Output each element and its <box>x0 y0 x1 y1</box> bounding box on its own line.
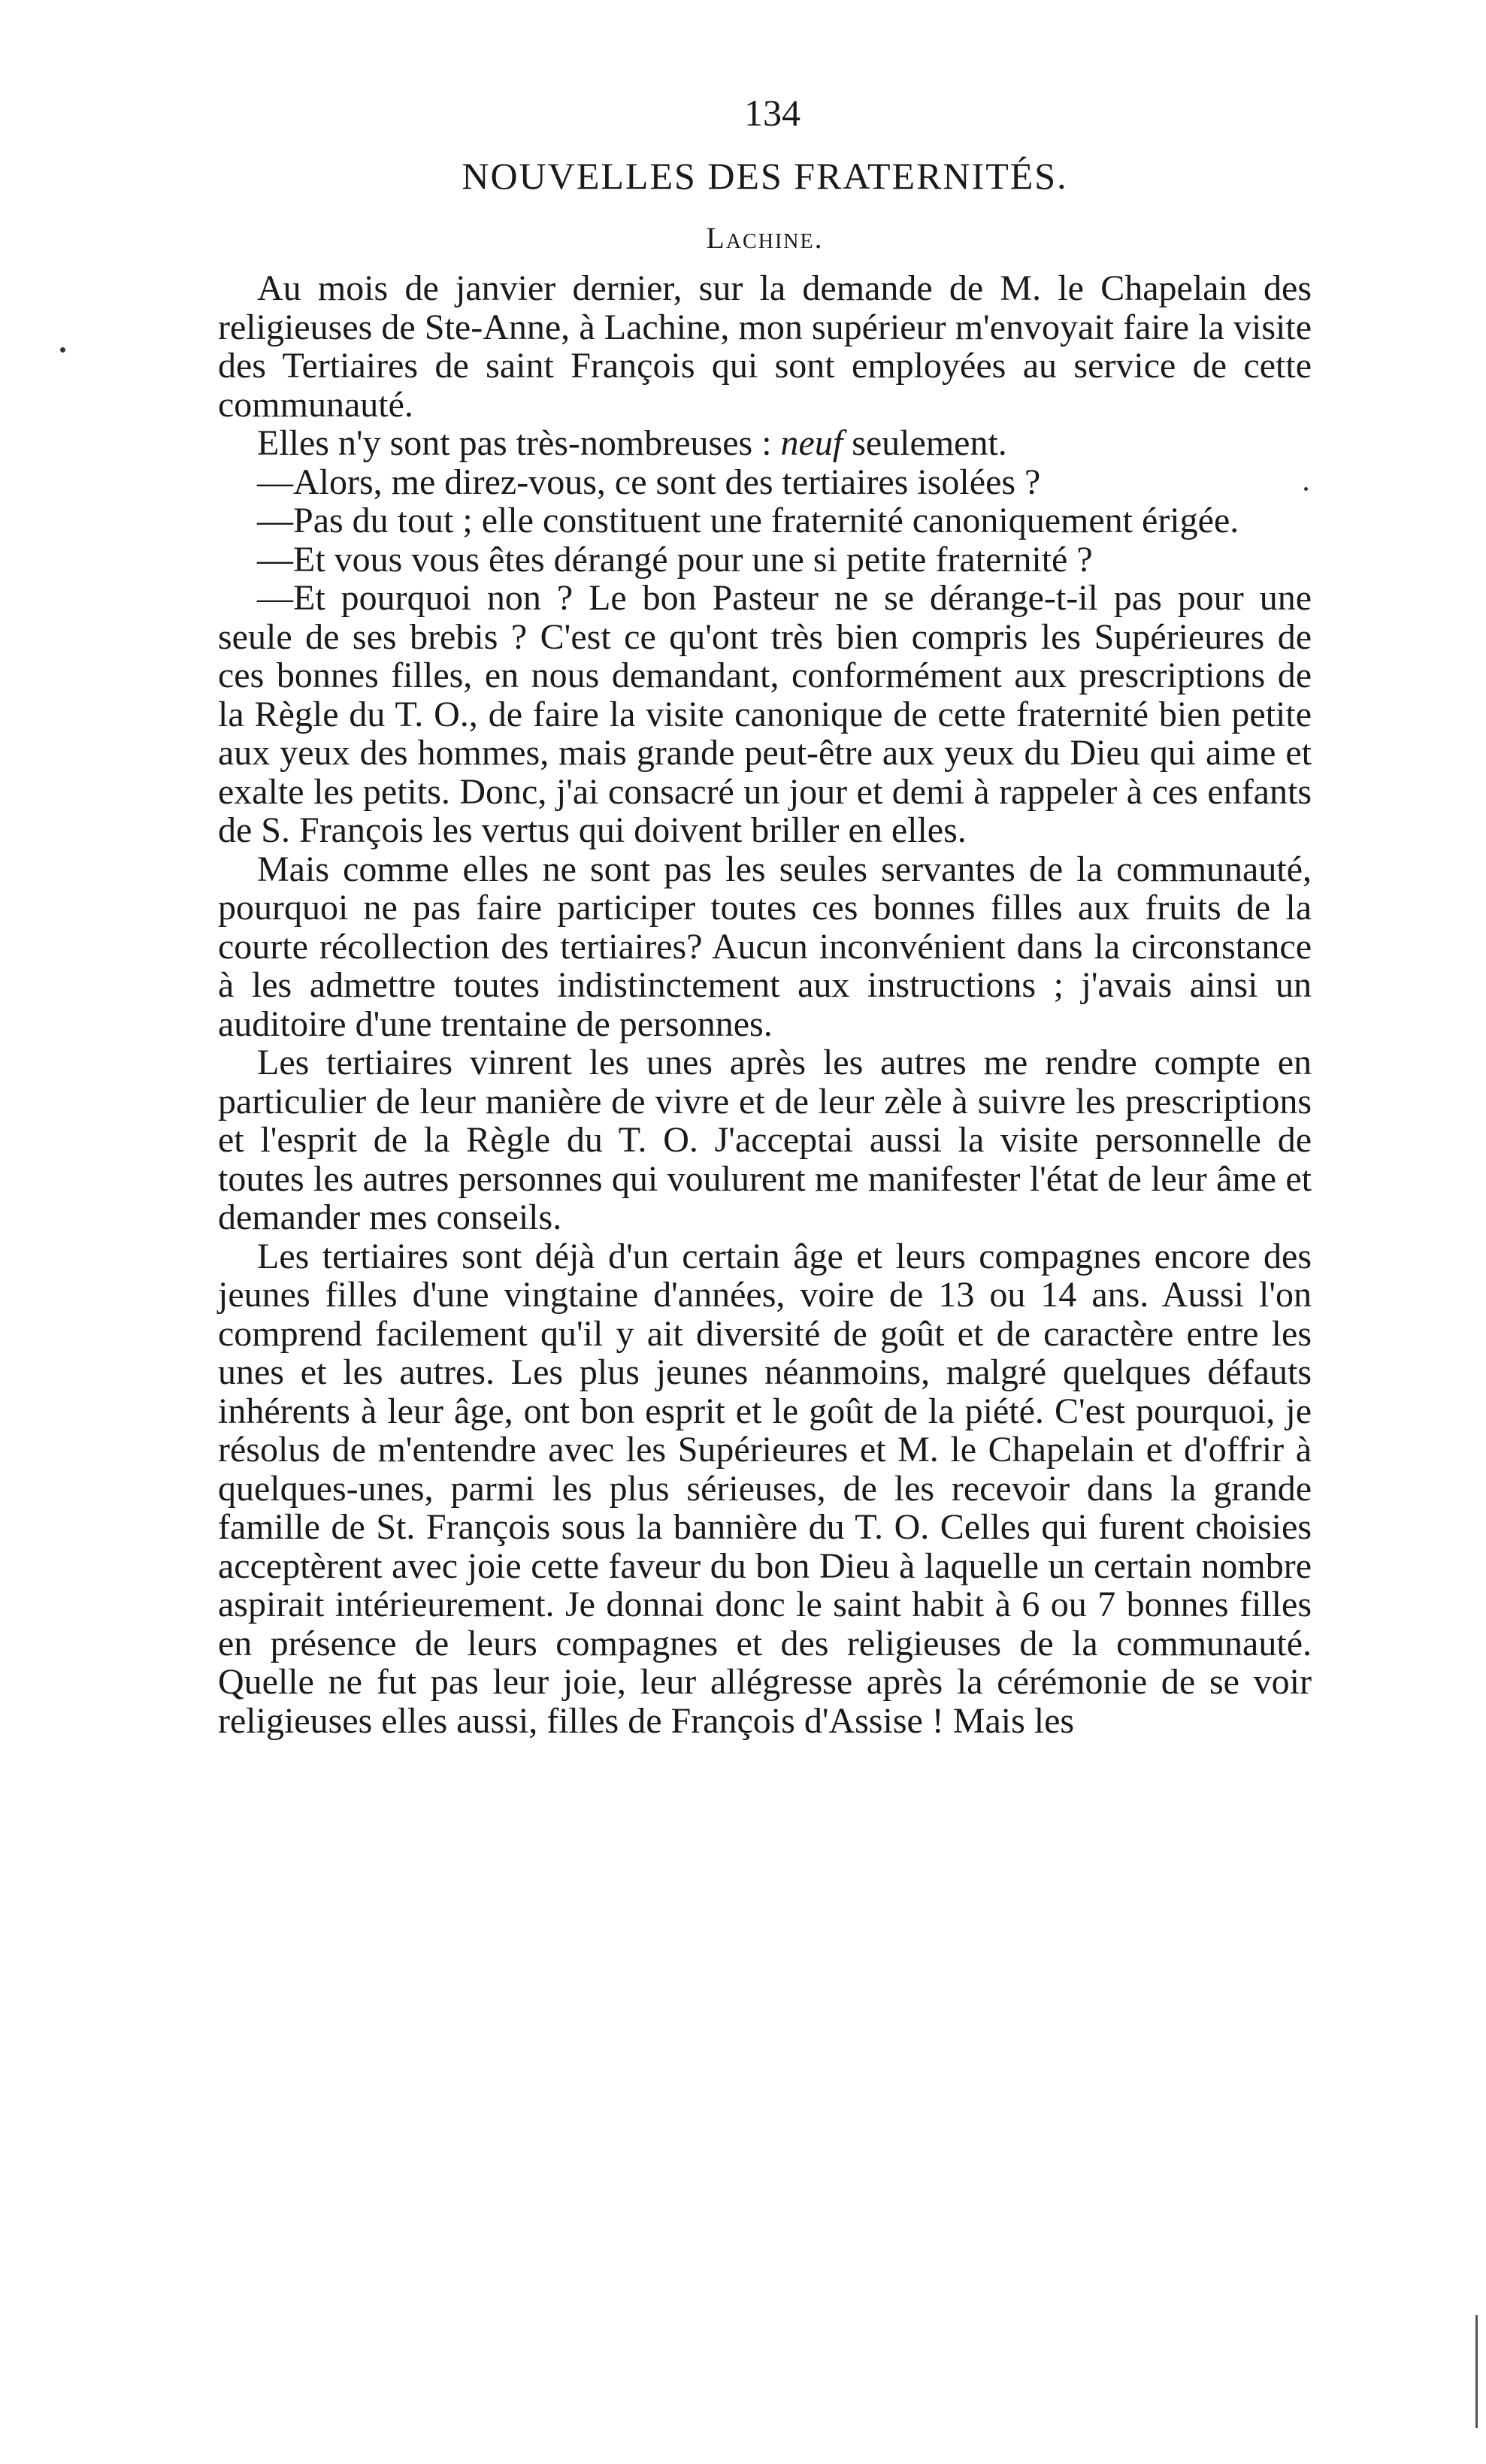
paragraph: Les tertiaires vinrent les unes après les autres me rendre compte en particulier de leur manière de vivre et de leur zèle à suivre les prescriptions et l'esprit de la Règle du T. O. J'acceptai aussi la visite personnelle de toutes les autres personnes qui voulurent me manifester l'état de leur âme et demander mes conseils. <box>218 1043 1312 1237</box>
paragraph-text: seulement. <box>843 423 1007 463</box>
paragraph: —Pas du tout ; elle constituent une fraternité canoniquement érigée. <box>257 501 1239 540</box>
paragraph: —Alors, me direz-vous, ce sont des tertiaires isolées ? <box>257 462 1041 502</box>
paragraph <box>218 424 1312 463</box>
page-edge-mark <box>1475 2315 1478 2428</box>
paragraph-text: Elles n'y sont pas très-nombreuses : <box>257 423 781 463</box>
emphasis-text: neuf <box>780 423 843 463</box>
paragraph: Les tertiaires sont déjà d'un certain âge et leurs compagnes encore des jeunes filles d'une vingtaine d'années, voire de 13 ou 14 ans. Aussi l'on comprend facilement qu'il y ait diversité de goût et de caractère entre les unes et les autres. Les plus jeunes néanmoins, malgré quelques défauts inhérents à leur âge, ont bon esprit et le goût de la piété. C'est pourquoi, je résolus de m'entendre avec les Supérieures et M. le Chapelain et d'offrir à quelques-unes, parmi les plus sérieuses, de les recevoir dans la grande famille de St. François sous la bannière du T. O. Celles qui furent choisies acceptèrent avec joie cette faveur du bon Dieu à laquelle un certain nombre aspirait intérieurement. Je donnai donc le saint habit à 6 ou 7 bonnes filles en présence de leurs compagnes et des religieuses de la communauté. Quelle ne fut pas leur joie, leur allégresse après la cérémonie de se voir religieuses elles aussi, filles de François d'Assise ! Mais les <box>218 1236 1312 1741</box>
page-title: NOUVELLES DES FRATERNITÉS. <box>462 155 1068 197</box>
page-number: 134 <box>744 92 801 134</box>
body-text <box>218 269 1312 1740</box>
section-subtitle: Lachine. <box>706 221 824 255</box>
paragraph: —Et pourquoi non ? Le bon Pasteur ne se dérange-t-il pas pour une seule de ses brebis ? C'est ce qu'ont très bien compris les Supérieures de ces bonnes filles, en nous demandant, conformément aux prescriptions de la Règle du T. O., de faire la visite canonique de cette fraternité bien petite aux yeux des hommes, mais grande peut-être aux yeux du Dieu qui aime et exalte les petits. Donc, j'ai consacré un jour et demi à rappeler à ces enfants de S. François les vertus qui doivent briller en elles. <box>218 578 1312 850</box>
paragraph: Au mois de janvier dernier, sur la demande de M. le Chapelain des religieuses de Ste-Anne, à Lachine, mon supérieur m'envoyait faire la visite des Tertiaires de saint François qui sont employées au service de cette communauté. <box>218 268 1312 425</box>
paragraph: —Et vous vous êtes dérangé pour une si petite fraternité ? <box>257 539 1093 580</box>
book-page <box>218 90 1312 1740</box>
paragraph: Mais comme elles ne sont pas les seules servantes de la communauté, pourquoi ne pas faire participer toutes ces bonnes filles aux fruits de la courte récollection des tertiaires? Aucun inconvénient dans la circonstance à les admettre toutes indistinctement aux instructions ; j'avais ainsi un auditoire d'une trentaine de personnes. <box>218 849 1312 1044</box>
margin-speck <box>60 347 65 353</box>
